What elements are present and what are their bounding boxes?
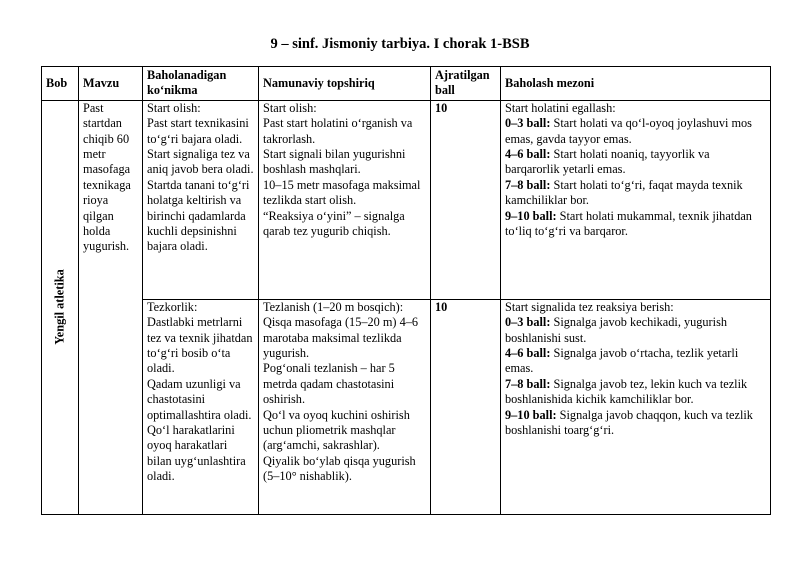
assessment-table (41, 66, 771, 515)
task-line: Start signali bilan yugurishni boshlash mashqlari. (263, 147, 406, 177)
header-mezon: Baholash mezoni (501, 67, 771, 101)
criteria-label: 9–10 ball: (505, 208, 557, 223)
criteria-item (505, 116, 766, 147)
criteria-item (505, 178, 766, 209)
header-namunaviy: Namunaviy topshiriq (259, 67, 431, 101)
header-baholanadigan: Baholanadigan ko‘nikma (143, 67, 259, 101)
criteria-item (505, 377, 766, 408)
skill-line: Start olish: (147, 100, 201, 115)
criteria-text: Start holati noaniq, tayyorlik va barqarorlik yetarli emas. (505, 147, 710, 177)
task-cell (259, 299, 431, 514)
task-cell (259, 100, 431, 299)
header-bob: Bob (42, 67, 79, 101)
criteria-cell (501, 100, 771, 299)
header-row (42, 67, 771, 101)
skill-line: Start signaliga tez va aniq javob bera oladi. (147, 147, 254, 177)
bob-label: Yengil atletika (52, 269, 67, 346)
skill-line: Dastlabki metrlarni tez va texnik jihatdan to‘g‘ri bosib o‘ta oladi. (147, 315, 253, 376)
task-line: Past start holatini o‘rganish va takrorlash. (263, 116, 413, 146)
skill-line: Tezkorlik: (147, 299, 198, 314)
task-line: Tezlanish (1–20 m bosqich): Qisqa masofaga (15–20 m) 4–6 marotaba maksimal tezlikda yugurish. (263, 299, 419, 361)
skill-line: Past start texnikasini to‘g‘ri bajara oladi. (147, 116, 249, 146)
task-line: Qo‘l va oyoq kuchini oshirish uchun pliometrik mashqlar (arg‘amchi, sakrashlar). (263, 407, 410, 453)
criteria-text: Signalga javob tez, lekin kuch va tezlik boshlanishida kichik kamchiliklar bor. (505, 376, 748, 407)
criteria-item (505, 346, 766, 377)
skill-line: Qadam uzunligi va chastotasini optimallashtira oladi. (147, 376, 252, 422)
header-mavzu: Mavzu (79, 67, 143, 101)
task-line: Pog‘onali tezlanish – har 5 metrda qadam chastotasini oshirish. (263, 361, 395, 407)
criteria-label: 7–8 ball: (505, 376, 551, 391)
criteria-text: Signalga javob kechikadi, yugurish boshlanishi sust. (505, 315, 728, 345)
table-row (42, 100, 771, 299)
criteria-item (505, 209, 766, 240)
criteria-label: 0–3 ball: (505, 315, 551, 330)
task-line: Start olish: (263, 100, 317, 115)
page-title: 9 – sinf. Jismoniy tarbiya. I chorak 1-BSB (270, 36, 530, 52)
criteria-text: Start holati mukammal, texnik jihatdan to‘liq to‘g‘ri va barqaror. (505, 208, 752, 239)
criteria-intro: Start signalida tez reaksiya berish: (505, 299, 674, 314)
mavzu-text: Past startdan chiqib 60 metr masofaga texnikaga rioya qilgan holda yugurish. (83, 100, 131, 254)
criteria-label: 0–3 ball: (505, 116, 551, 131)
criteria-label: 4–6 ball: (505, 147, 551, 162)
header-ajratilgan: Ajratilgan ball (431, 67, 501, 101)
criteria-label: 4–6 ball: (505, 346, 551, 361)
table-row (42, 299, 771, 514)
ball-cell: 10 (431, 100, 501, 299)
ball-cell: 10 (431, 299, 501, 514)
criteria-label: 9–10 ball: (505, 407, 557, 422)
skill-cell (143, 100, 259, 299)
criteria-text: Start holati va qo‘l-oyoq joylashuvi mos emas, gavda tayyor emas. (505, 116, 752, 146)
mavzu-cell (79, 100, 143, 514)
skill-line: Qo‘l harakatlarini oyoq harakatlari bilan uyg‘unlashtira oladi. (147, 423, 246, 484)
skill-line: Startda tanani to‘g‘ri holatga keltirish va birinchi qadamlarda kuchli depsinishni bajara oladi. (147, 177, 250, 254)
skill-cell (143, 299, 259, 514)
criteria-intro: Start holatini egallash: (505, 100, 616, 115)
criteria-label: 7–8 ball: (505, 177, 551, 192)
criteria-text: Signalga javob chaqqon, kuch va tezlik boshlanishi toarg‘g‘ri. (505, 407, 753, 438)
task-line: 10–15 metr masofaga maksimal tezlikda start olish. (263, 177, 421, 208)
criteria-item (505, 315, 766, 346)
criteria-text: Start holati to‘g‘ri, faqat mayda texnik kamchiliklar bor. (505, 177, 743, 208)
task-line: Qiyalik bo‘ylab qisqa yugurish (5–10° nishablik). (263, 453, 416, 484)
criteria-cell (501, 299, 771, 514)
bob-cell (42, 100, 79, 514)
criteria-item (505, 408, 766, 439)
task-line: “Reaksiya o‘yini” – signalga qarab tez yugurib chiqish. (263, 208, 405, 239)
criteria-item (505, 147, 766, 178)
criteria-text: Signalga javob o‘rtacha, tezlik yetarli emas. (505, 346, 739, 376)
